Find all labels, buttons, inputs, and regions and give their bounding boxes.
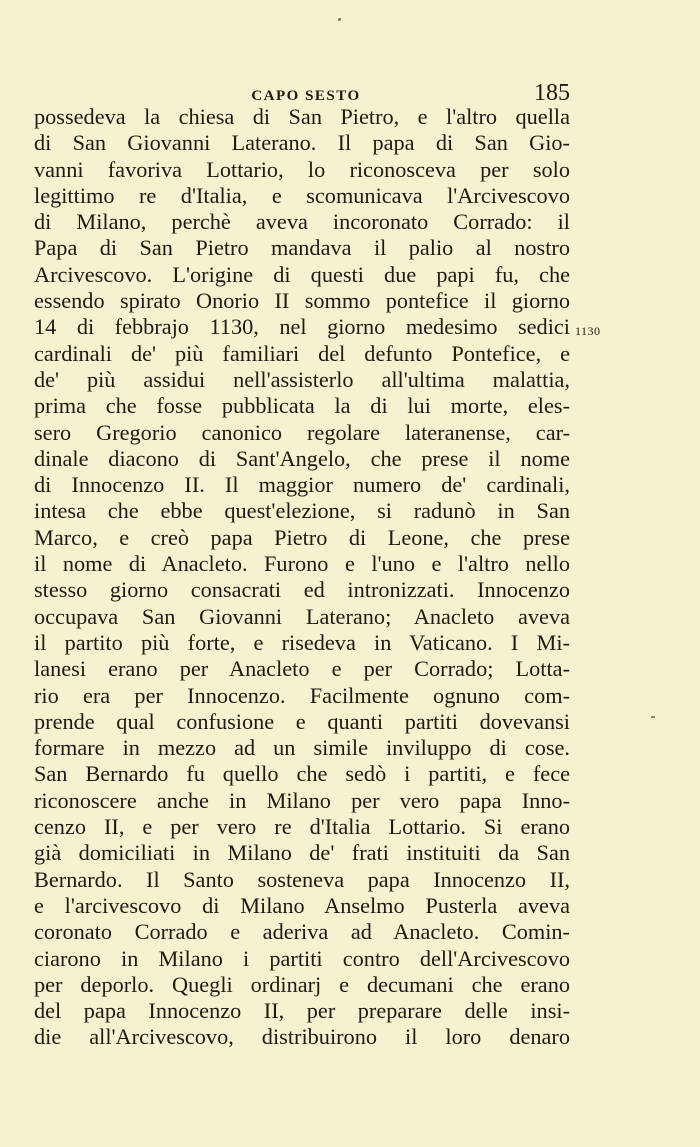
text-line: essendo spirato Onorio II sommo pontefice il giorno [34, 288, 570, 314]
text-line: Bernardo. Il Santo sosteneva papa Innocenzo II, [34, 866, 570, 892]
text-line: Marco, e creò papa Pietro di Leone, che prese [34, 524, 570, 550]
text-line: Papa di San Pietro mandava il palio al nostro [34, 235, 570, 261]
text-line: coronato Corrado e aderiva ad Anacleto. Comin- [34, 919, 570, 945]
text-line: di Innocenzo II. Il maggior numero de' cardinali, [34, 472, 570, 498]
text-line: cardinali de' più familiari del defunto Pontefice, e [34, 340, 570, 366]
text-line: rio era per Innocenzo. Facilmente ognuno com- [34, 682, 570, 708]
running-head: CAPO SESTO [251, 88, 361, 104]
text-line: vanni favoriva Lottario, lo riconosceva per solo [34, 156, 570, 182]
text-line: intesa che ebbe quest'elezione, si radunò in San [34, 498, 570, 524]
text-line: prende qual confusione e quanti partiti dovevansi [34, 708, 570, 734]
text-line: di Milano, perchè aveva incoronato Corrado: il [34, 209, 570, 235]
text-line: legittimo re d'Italia, e scomunicava l'Arcivescovo [34, 182, 570, 208]
body-text [34, 104, 570, 1051]
text-line: sero Gregorio canonico regolare lateranense, car- [34, 419, 570, 445]
text-line: Arcivescovo. L'origine di questi due papi fu, che [34, 261, 570, 287]
text-line: di San Giovanni Laterano. Il papa di San Gio- [34, 130, 570, 156]
text-line: 14 di febbrajo 1130, nel giorno medesimo sedici [34, 314, 570, 340]
text-line: occupava San Giovanni Laterano; Anacleto aveva [34, 603, 570, 629]
text-line: cenzo II, e per vero re d'Italia Lottario. Si erano [34, 814, 570, 840]
text-line: il nome di Anacleto. Furono e l'uno e l'altro nello [34, 551, 570, 577]
text-line: formare in mezzo ad un simile inviluppo di cose. [34, 735, 570, 761]
text-line: dinale diacono di Sant'Angelo, che prese il nome [34, 445, 570, 471]
text-line: per deporlo. Quegli ordinarj e decumani che erano [34, 971, 570, 997]
text-line: e l'arcivescovo di Milano Anselmo Pusterla aveva [34, 892, 570, 918]
text-line: possedeva la chiesa di San Pietro, e l'altro quella [34, 104, 570, 129]
text-line: del papa Innocenzo II, per preparare delle insi- [34, 998, 570, 1024]
text-line: ciarono in Milano i partiti contro dell'Arcivescovo [34, 945, 570, 971]
paper-speck [651, 716, 655, 718]
text-line: lanesi erano per Anacleto e per Corrado; Lotta- [34, 656, 570, 682]
paper-speck [338, 18, 341, 21]
text-line: il partito più forte, e risedeva in Vaticano. I Mi- [34, 629, 570, 655]
page-number: 185 [534, 80, 570, 106]
text-line: de' più assidui nell'assisterlo all'ultima malattia, [34, 366, 570, 392]
text-line: stesso giorno consacrati ed intronizzati. Innocenzo [34, 577, 570, 603]
text-line: die all'Arcivescovo, distribuirono il loro denaro [34, 1024, 570, 1050]
text-line: San Bernardo fu quello che sedò i partiti, e fece [34, 761, 570, 787]
margin-year-note: 1130 [575, 324, 601, 338]
text-line: prima che fosse pubblicata la di lui morte, eles- [34, 393, 570, 419]
text-line: già domiciliati in Milano de' frati instituiti da San [34, 840, 570, 866]
text-line: riconoscere anche in Milano per vero papa Inno- [34, 787, 570, 813]
